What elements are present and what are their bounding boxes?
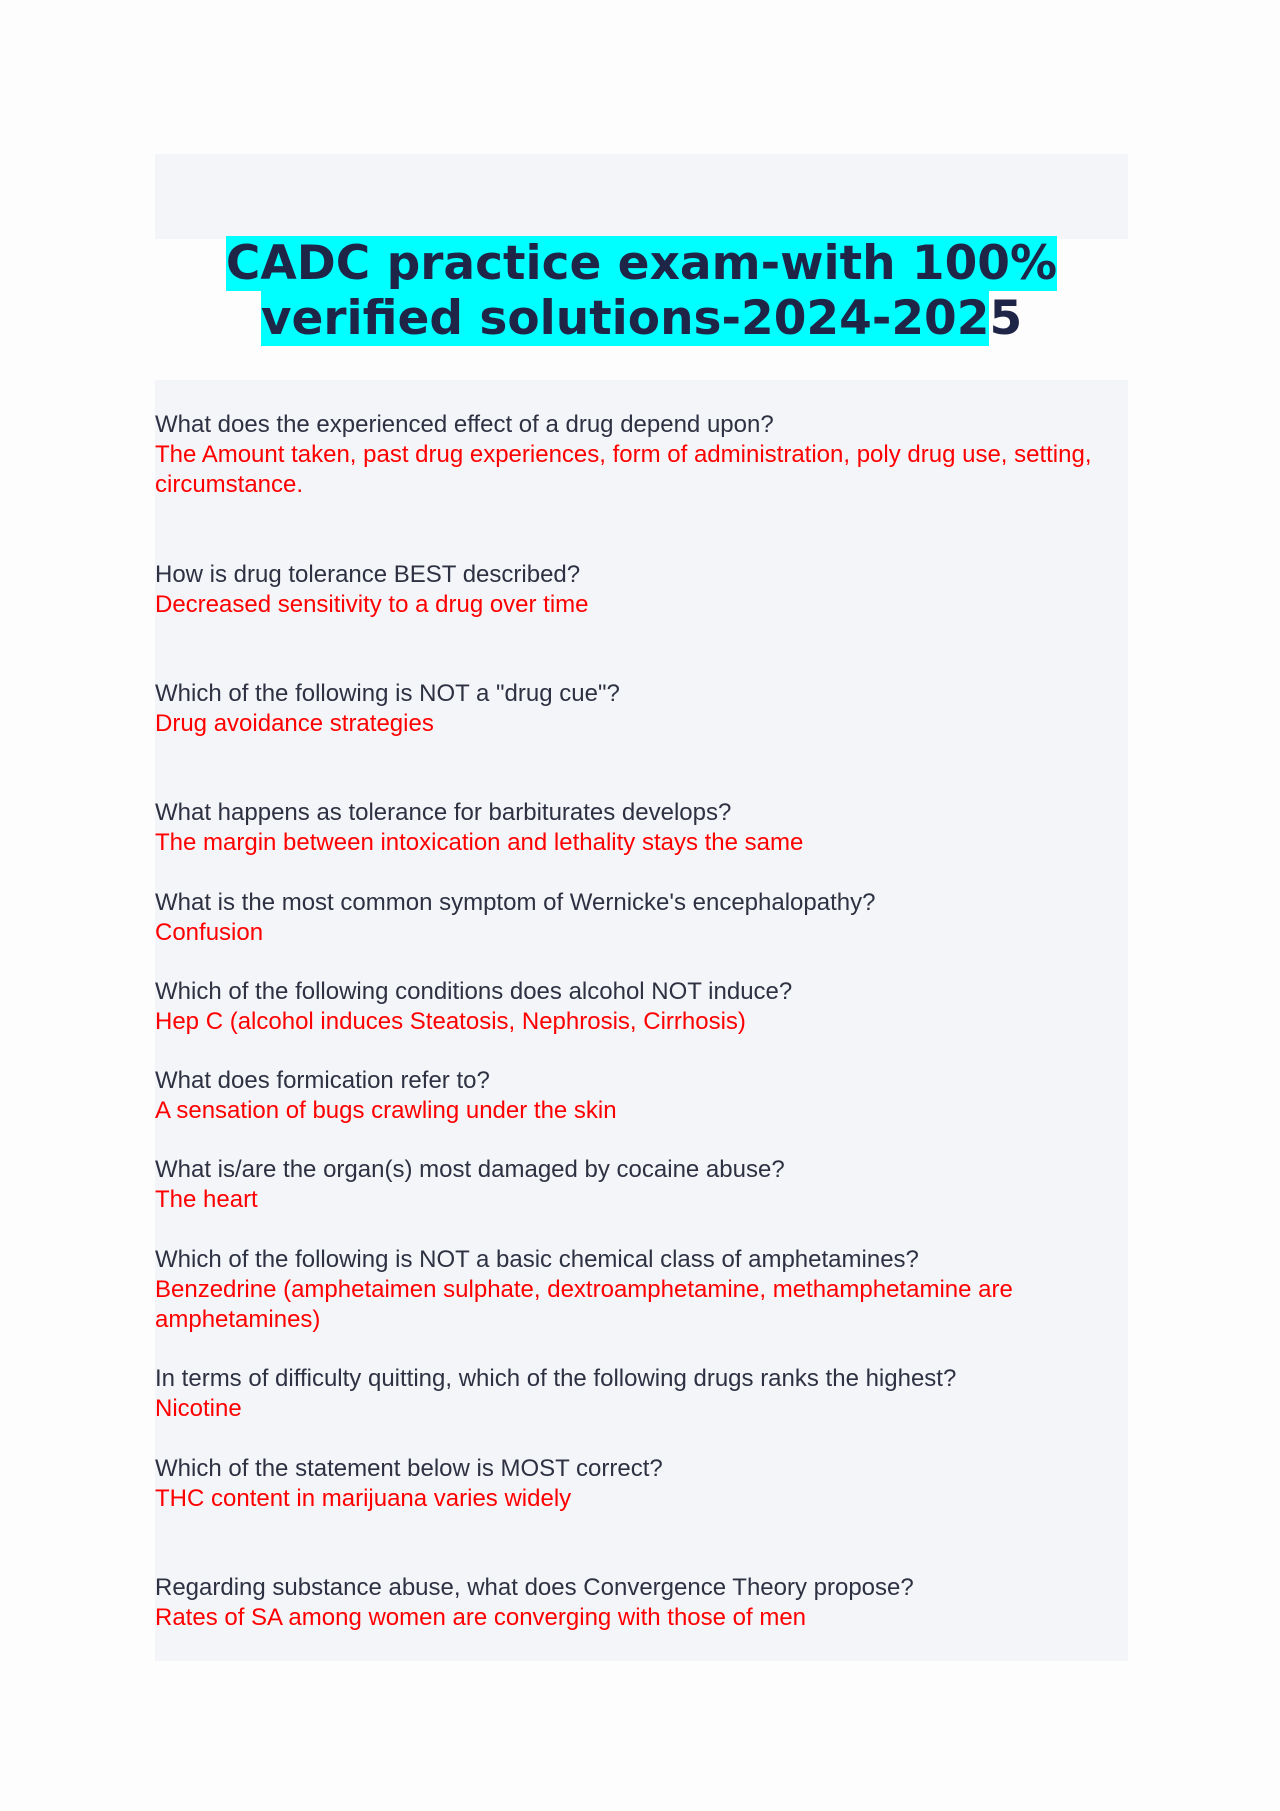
question-text: What is/are the organ(s) most damaged by cocaine abuse? bbox=[155, 1156, 785, 1183]
answer-text: Confusion bbox=[155, 919, 264, 946]
question-text: Which of the following conditions does alcohol NOT induce? bbox=[155, 978, 793, 1005]
answer-text: The margin between intoxication and lethality stays the same bbox=[155, 829, 804, 856]
question-text: What does formication refer to? bbox=[155, 1067, 490, 1094]
answer-text: Drug avoidance strategies bbox=[155, 710, 434, 737]
title-tail-text: 5 bbox=[989, 291, 1023, 346]
answer-text: The Amount taken, past drug experiences, form of administration, poly drug use, setting, circumstance. bbox=[155, 441, 1092, 498]
answer-text: A sensation of bugs crawling under the skin bbox=[155, 1097, 617, 1124]
answer-text: Hep C (alcohol induces Steatosis, Nephrosis, Cirrhosis) bbox=[155, 1008, 746, 1035]
question-text: Which of the following is NOT a basic chemical class of amphetamines? bbox=[155, 1246, 919, 1273]
qa-item bbox=[155, 410, 1115, 500]
question-text: Regarding substance abuse, what does Convergence Theory propose? bbox=[155, 1574, 914, 1601]
qa-item bbox=[155, 679, 1115, 739]
document-title bbox=[155, 236, 1128, 346]
qa-item bbox=[155, 798, 1115, 858]
answer-text: Benzedrine (amphetaimen sulphate, dextroamphetamine, methamphetamine are amphetamines) bbox=[155, 1276, 1013, 1333]
qa-item bbox=[155, 888, 1115, 948]
qa-item bbox=[155, 1364, 1115, 1424]
answer-text: The heart bbox=[155, 1186, 258, 1213]
answer-text: Rates of SA among women are converging with those of men bbox=[155, 1604, 807, 1631]
question-text: In terms of difficulty quitting, which of the following drugs ranks the highest? bbox=[155, 1365, 957, 1392]
question-text: What is the most common symptom of Wernicke's encephalopathy? bbox=[155, 889, 876, 916]
answer-text: Decreased sensitivity to a drug over time bbox=[155, 591, 589, 618]
question-text: Which of the statement below is MOST correct? bbox=[155, 1455, 663, 1482]
answer-text: Nicotine bbox=[155, 1395, 242, 1422]
qa-item bbox=[155, 1573, 1115, 1633]
question-text: What happens as tolerance for barbiturates develops? bbox=[155, 799, 732, 826]
header-band bbox=[155, 154, 1128, 239]
answer-text: THC content in marijuana varies widely bbox=[155, 1485, 572, 1512]
question-text: How is drug tolerance BEST described? bbox=[155, 561, 581, 588]
qa-item bbox=[155, 560, 1115, 620]
question-text: Which of the following is NOT a "drug cue"? bbox=[155, 680, 620, 707]
question-text: What does the experienced effect of a drug depend upon? bbox=[155, 411, 774, 438]
qa-item bbox=[155, 1454, 1115, 1514]
qa-item bbox=[155, 1245, 1115, 1335]
qa-item bbox=[155, 977, 1115, 1037]
qa-item bbox=[155, 1155, 1115, 1215]
qa-item bbox=[155, 1066, 1115, 1126]
title-highlighted-text: CADC practice exam-with 100% verified solutions-2024-202 bbox=[225, 236, 1058, 346]
